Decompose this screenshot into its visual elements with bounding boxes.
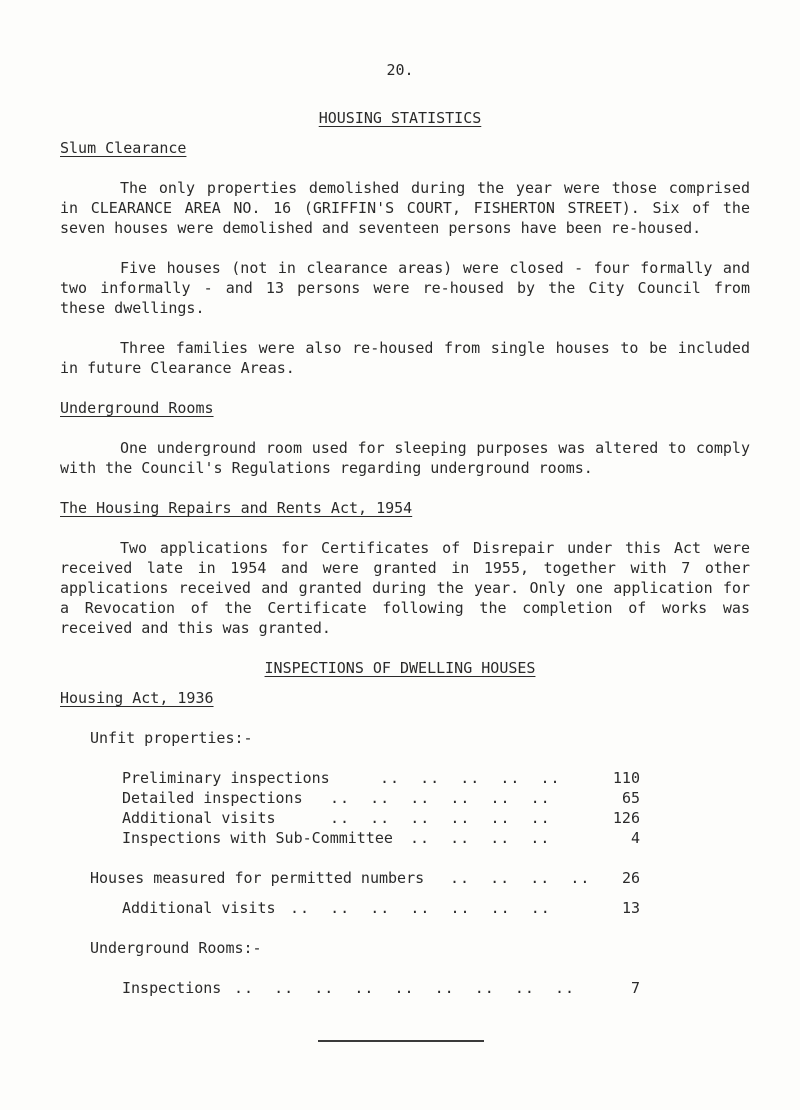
- stat-row-underground-inspections: [0, 978, 800, 998]
- paragraph-underground: One underground room used for sleeping purposes was altered to comply with the Council's Regulations regarding underground rooms.: [60, 439, 750, 477]
- stat-value: 26: [621, 869, 640, 887]
- page-number: 20.: [386, 61, 414, 79]
- section-heading-slum-clearance: Slum Clearance: [60, 139, 187, 157]
- stat-label: Additional visits: [122, 899, 276, 917]
- stat-label: Preliminary inspections: [122, 769, 330, 787]
- stat-row: [0, 828, 800, 848]
- stat-row: [0, 808, 800, 828]
- stat-value: 13: [621, 899, 640, 917]
- stat-value: 126: [612, 809, 640, 827]
- unfit-properties-label: Unfit properties:-: [90, 729, 253, 747]
- section-heading-repairs-act: The Housing Repairs and Rents Act, 1954: [60, 499, 413, 517]
- leader-dots: .. .. .. .. ..: [380, 769, 561, 787]
- leader-dots: .. .. .. .. .. ..: [330, 789, 551, 807]
- stat-value: 110: [612, 769, 640, 787]
- stat-label: Inspections: [122, 979, 222, 997]
- leader-dots: .. .. .. ..: [450, 869, 591, 887]
- paragraph-slum-3: Three families were also re-housed from single houses to be included in future Clearance Areas.: [60, 339, 750, 377]
- stat-value: 4: [630, 829, 640, 847]
- stat-row-houses-measured: [0, 868, 800, 888]
- stat-row: [0, 768, 800, 788]
- section-heading-underground-rooms: Underground Rooms: [60, 399, 214, 417]
- stat-value: 65: [621, 789, 640, 807]
- stat-label: Houses measured for permitted numbers: [90, 869, 425, 887]
- closing-rule: [318, 1040, 484, 1042]
- stat-row-additional-visits: [0, 898, 800, 918]
- underground-rooms-label: Underground Rooms:-: [90, 939, 262, 957]
- stat-row: [0, 788, 800, 808]
- stat-value: 7: [630, 979, 640, 997]
- page-title: HOUSING STATISTICS: [318, 109, 482, 127]
- stat-label: Inspections with Sub-Committee: [122, 829, 393, 847]
- paragraph-slum-2: Five houses (not in clearance areas) were closed - four formally and two informally - and 13 persons were re-housed by the City Council from these dwellings.: [60, 259, 750, 317]
- stat-label: Additional visits: [122, 809, 276, 827]
- leader-dots: .. .. .. ..: [410, 829, 551, 847]
- leader-dots: .. .. .. .. .. .. ..: [290, 899, 551, 917]
- paragraph-slum-1: The only properties demolished during the year were those comprised in CLEARANCE AREA NO. 16 (GRIFFIN'S COURT, FISHERTON STREET). Six of the seven houses were demolished and seventeen persons have been re-housed.: [60, 179, 750, 237]
- paragraph-repairs: Two applications for Certificates of Disrepair under this Act were received late in 1954 and were granted in 1955, together with 7 other applications received and granted during the year. Only one application for a Revocation of the Certificate following the completion of works was received and this was granted.: [60, 539, 750, 637]
- stat-label: Detailed inspections: [122, 789, 303, 807]
- subheading-housing-act: Housing Act, 1936: [60, 689, 214, 707]
- leader-dots: .. .. .. .. .. .. .. .. ..: [234, 979, 576, 997]
- section-heading-inspections: INSPECTIONS OF DWELLING HOUSES: [264, 659, 536, 677]
- leader-dots: .. .. .. .. .. ..: [330, 809, 551, 827]
